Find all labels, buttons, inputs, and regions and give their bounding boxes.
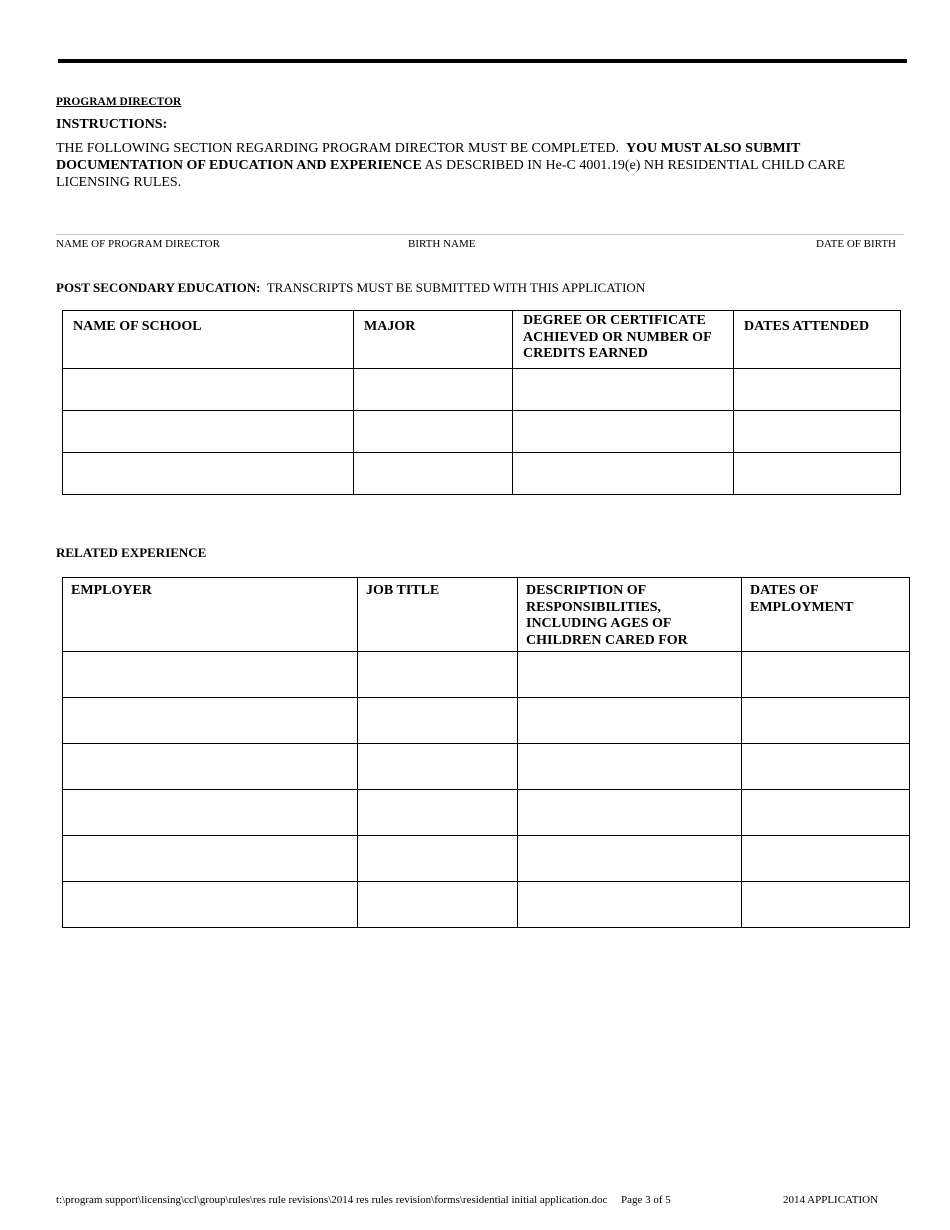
section-title: PROGRAM DIRECTOR [56, 96, 182, 108]
input-cell[interactable] [742, 744, 910, 790]
instructions-part-1: THE FOLLOWING SECTION REGARDING PROGRAM DIRECTOR MUST BE COMPLETED. [56, 141, 619, 156]
education-header-row [63, 311, 901, 369]
column-header: DATES ATTENDED [734, 311, 901, 369]
input-cell[interactable] [63, 836, 358, 882]
instructions-part-2: AS DESCRIBED IN He-C 4001.19(e) NH RESIDENTIAL CHILD CARE LICENSING RULES. [56, 158, 846, 190]
table-row [63, 453, 901, 495]
date-of-birth-label: DATE OF BIRTH [815, 238, 896, 250]
table-row [63, 369, 901, 411]
input-cell[interactable] [734, 369, 901, 411]
input-cell[interactable] [358, 652, 518, 698]
input-cell[interactable] [513, 369, 734, 411]
instructions-heading: INSTRUCTIONS: [56, 117, 168, 132]
name-of-director-label: NAME OF PROGRAM DIRECTOR [56, 238, 220, 250]
column-header: DATES OF EMPLOYMENT [742, 578, 910, 652]
input-cell[interactable] [63, 652, 358, 698]
experience-heading: RELATED EXPERIENCE [56, 545, 207, 560]
input-cell[interactable] [518, 882, 742, 928]
input-cell[interactable] [354, 453, 513, 495]
input-cell[interactable] [358, 790, 518, 836]
column-header: MAJOR [354, 311, 513, 369]
input-cell[interactable] [354, 369, 513, 411]
table-row [63, 652, 910, 698]
input-cell[interactable] [63, 369, 354, 411]
input-cell[interactable] [63, 882, 358, 928]
input-cell[interactable] [742, 698, 910, 744]
input-cell[interactable] [518, 744, 742, 790]
birth-name-label: BIRTH NAME [408, 238, 476, 250]
input-cell[interactable] [63, 453, 354, 495]
instructions-text [56, 140, 886, 191]
input-cell[interactable] [358, 698, 518, 744]
column-header: EMPLOYER [63, 578, 358, 652]
education-heading [56, 280, 645, 296]
input-cell[interactable] [63, 744, 358, 790]
input-cell[interactable] [358, 744, 518, 790]
input-cell[interactable] [358, 882, 518, 928]
input-cell[interactable] [354, 411, 513, 453]
column-header: NAME OF SCHOOL [63, 311, 354, 369]
table-row [63, 411, 901, 453]
input-cell[interactable] [63, 698, 358, 744]
column-header: DEGREE OR CERTIFICATE ACHIEVED OR NUMBER OF CREDITS EARNED [513, 311, 734, 369]
education-heading-rest: TRANSCRIPTS MUST BE SUBMITTED WITH THIS APPLICATION [266, 280, 646, 295]
top-rule [58, 59, 907, 63]
input-cell[interactable] [742, 836, 910, 882]
input-cell[interactable] [63, 790, 358, 836]
input-cell[interactable] [513, 453, 734, 495]
education-heading-bold: POST SECONDARY EDUCATION: [56, 280, 261, 295]
table-row [63, 882, 910, 928]
name-signature-line[interactable] [56, 234, 904, 235]
input-cell[interactable] [742, 882, 910, 928]
experience-header-row [63, 578, 910, 652]
table-row [63, 744, 910, 790]
input-cell[interactable] [742, 790, 910, 836]
input-cell[interactable] [518, 790, 742, 836]
input-cell[interactable] [513, 411, 734, 453]
footer-page-number: Page 3 of 5 [621, 1194, 671, 1206]
footer-document-name: 2014 APPLICATION [783, 1194, 879, 1206]
table-row [63, 790, 910, 836]
table-row [63, 698, 910, 744]
input-cell[interactable] [742, 652, 910, 698]
column-header: DESCRIPTION OF RESPONSIBILITIES, INCLUDING AGES OF CHILDREN CARED FOR [518, 578, 742, 652]
input-cell[interactable] [358, 836, 518, 882]
table-row [63, 836, 910, 882]
input-cell[interactable] [518, 836, 742, 882]
input-cell[interactable] [518, 698, 742, 744]
input-cell[interactable] [518, 652, 742, 698]
experience-table [62, 577, 910, 928]
footer-file-path: t:\program support\licensing\ccl\group\rules\res rule revisions\2014 res rules revision\forms\residential initial application.doc [56, 1194, 608, 1206]
input-cell[interactable] [734, 453, 901, 495]
instructions-bold: YOU MUST ALSO SUBMIT DOCUMENTATION OF EDUCATION AND EXPERIENCE [56, 141, 801, 173]
column-header: JOB TITLE [358, 578, 518, 652]
input-cell[interactable] [63, 411, 354, 453]
education-table [62, 310, 901, 495]
input-cell[interactable] [734, 411, 901, 453]
